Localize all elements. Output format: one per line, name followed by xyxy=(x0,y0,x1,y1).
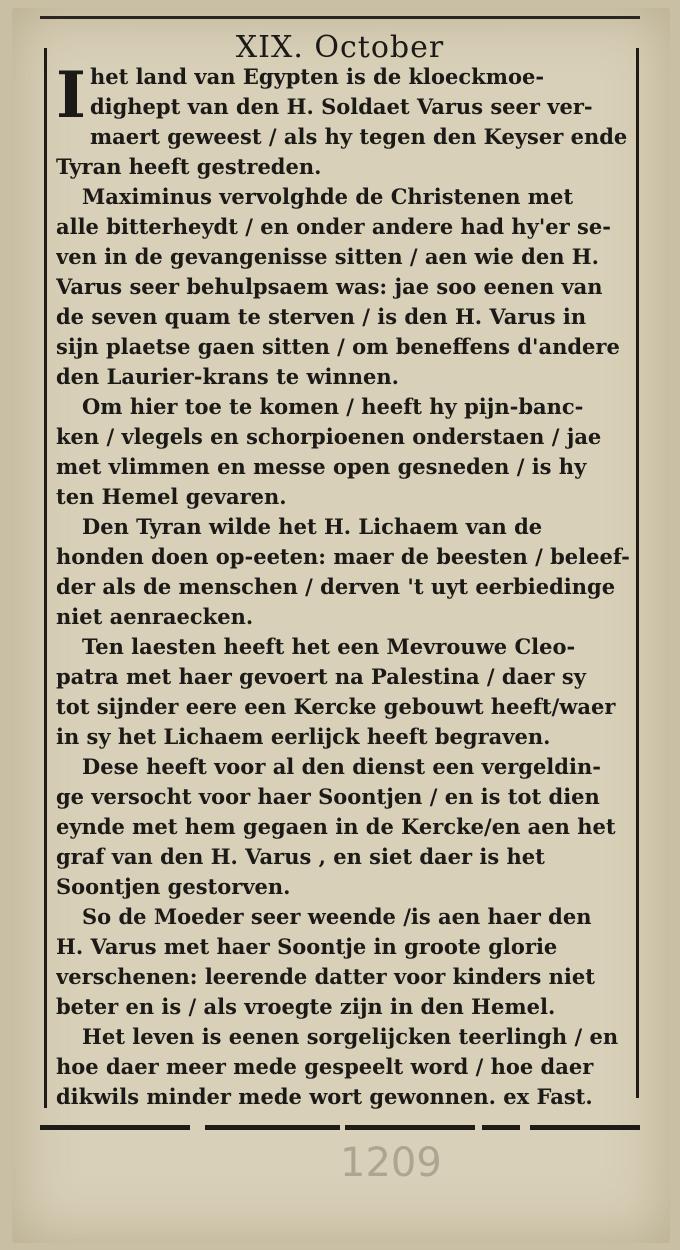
text-line: maert geweest / als hy tegen den Keyser ende xyxy=(89,124,628,149)
text-lines xyxy=(56,58,632,1112)
text-line: Om hier toe te komen / heeft hy pijn-banc- xyxy=(82,394,584,419)
text-line: dikwils minder mede wort gewonnen. ex Fast. xyxy=(56,1084,593,1109)
text-line: hoe daer meer mede gespeelt word / hoe daer xyxy=(56,1054,594,1079)
text-line: eynde met hem gegaen in de Kercke/en aen het xyxy=(56,814,616,839)
text-line: So de Moeder seer weende /is aen haer den xyxy=(82,904,592,929)
rule-segment xyxy=(530,1125,640,1130)
text-line: Maximinus vervolghde de Christenen met xyxy=(82,184,574,209)
text-line: graf van den H. Varus , en siet daer is het xyxy=(56,844,545,869)
text-line: Varus seer behulpsaem was: jae soo eenen van xyxy=(56,274,603,299)
top-rule xyxy=(40,16,640,19)
rule-segment xyxy=(482,1125,520,1130)
left-border-rule xyxy=(44,48,47,1108)
rule-segment xyxy=(205,1125,340,1130)
inventory-mark: 1209 xyxy=(340,1140,442,1186)
text-line: tot sijnder eere een Kercke gebouwt heeft/waer xyxy=(56,694,616,719)
rule-segment xyxy=(345,1125,475,1130)
text-line: Soontjen gestorven. xyxy=(56,874,291,899)
text-line: honden doen op-eeten: maer de beesten / beleef- xyxy=(56,544,630,569)
text-line: den Laurier-krans te winnen. xyxy=(56,364,399,389)
text-line: der als de menschen / derven 't uyt eerbiedinge xyxy=(56,574,616,599)
text-line: ten Hemel gevaren. xyxy=(56,484,287,509)
bottom-rules xyxy=(40,1125,640,1137)
text-line: in sy het Lichaem eerlijck heeft begraven. xyxy=(56,724,551,749)
text-line: ge versocht voor haer Soontjen / en is tot dien xyxy=(56,784,600,809)
text-line: de seven quam te sterven / is den H. Varus in xyxy=(56,304,587,329)
text-line: alle bitterheydt / en onder andere had hy'er se- xyxy=(56,214,611,239)
text-line: niet aenraecken. xyxy=(56,604,254,629)
right-border-rule xyxy=(636,48,639,1098)
drop-cap: I xyxy=(56,58,86,133)
text-line: verschenen: leerende datter voor kinders niet xyxy=(56,964,595,989)
text-line: dighept van den H. Soldaet Varus seer ver- xyxy=(89,94,593,119)
text-line: sijn plaetse gaen sitten / om beneffens d'andere xyxy=(56,334,620,359)
text-line: Tyran heeft gestreden. xyxy=(56,154,322,179)
text-line: het land van Egypten is de kloeckmoe- xyxy=(89,64,545,89)
text-line: met vlimmen en messe open gesneden / is hy xyxy=(56,454,587,479)
rule-segment xyxy=(40,1125,190,1130)
text-line: Den Tyran wilde het H. Lichaem van de xyxy=(82,514,543,539)
body-text xyxy=(56,58,632,1112)
text-line: Het leven is eenen sorgelijcken teerlingh / en xyxy=(82,1024,619,1049)
text-line: Ten laesten heeft het een Mevrouwe Cleo- xyxy=(82,634,576,659)
text-line: patra met haer gevoert na Palestina / daer sy xyxy=(56,664,586,689)
text-line: Dese heeft voor al den dienst een vergeldin- xyxy=(82,754,601,779)
text-line: H. Varus met haer Soontje in groote glorie xyxy=(56,934,558,959)
text-line: ven in de gevangenisse sitten / aen wie den H. xyxy=(56,244,599,269)
text-line: ken / vlegels en schorpioenen onderstaen / jae xyxy=(56,424,602,449)
text-line: beter en is / als vroegte zijn in den Hemel. xyxy=(56,994,556,1019)
page-title: XIX. October xyxy=(235,30,445,65)
